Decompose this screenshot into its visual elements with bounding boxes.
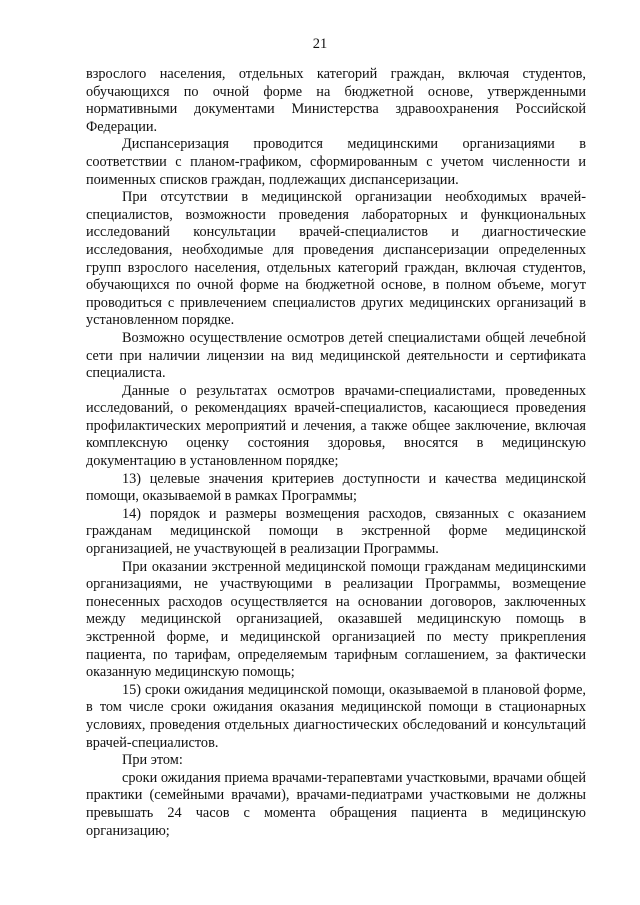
paragraph-2: Диспансеризация проводится медицинскими организациями в соответствии с планом-графиком, сформированным с учетом численности и поименных списков граждан, подлежащих диспансеризации. (86, 136, 586, 188)
paragraph-8: При оказании экстренной медицинской помощи гражданам медицинскими организациями, не участвующими в реализации Программы, возмещение понесенных расходов осуществляется на основании договоров, заключенных между медицинской организацией, оказавшей медицинскую помощь в экстренной форме, и медицинской организацией по месту прикрепления пациента, по тарифам, определяемым тарифным соглашением, за фактически оказанную медицинскую помощь; (86, 558, 586, 681)
paragraph-6: 13) целевые значения критериев доступности и качества медицинской помощи, оказываемой в рамках Программы; (86, 470, 586, 505)
paragraph-5: Данные о результатах осмотров врачами-специалистами, проведенных исследований, о рекомендациях врачей-специалистов, касающиеся проведения профилактических мероприятий и лечения, а также общее заключение, включая комплексную оценку состояния здоровья, вносятся в медицинскую документацию в установленном порядке; (86, 382, 586, 470)
paragraph-4: Возможно осуществление осмотров детей специалистами общей лечебной сети при наличии лицензии на вид медицинской деятельности и сертификата специалиста. (86, 329, 586, 382)
paragraph-9: 15) сроки ожидания медицинской помощи, оказываемой в плановой форме, в том числе сроки ожидания оказания медицинской помощи в стационарных условиях, проведения отдельных диагностических обследований и консультаций врачей-специалистов. (86, 681, 586, 751)
paragraph-3: При отсутствии в медицинской организации необходимых врачей-специалистов, возможности проведения лабораторных и функциональных исследований консультации врачей-специалистов и диагностические исследования, необходимые для проведения диспансеризации определенных групп взрослого населения, отдельных категорий граждан, включая студентов, обучающихся по очной форме на бюджетной основе, в полном объеме, могут проводиться с привлечением специалистов других медицинских организаций в установленном порядке. (86, 189, 586, 329)
paragraph-7: 14) порядок и размеры возмещения расходов, связанных с оказанием гражданам медицинской помощи в экстренной форме медицинской организацией, не участвующей в реализации Программы. (86, 505, 586, 558)
paragraph-10: При этом: (122, 752, 183, 769)
page-number: 21 (312, 36, 328, 52)
document-body (86, 66, 586, 840)
paragraph-11: сроки ожидания приема врачами-терапевтами участковыми, врачами общей практики (семейными врачами), врачами-педиатрами участковыми не должны превышать 24 часов с момента обращения пациента в медицинскую организацию; (86, 769, 586, 839)
paragraph-1: взрослого населения, отдельных категорий граждан, включая студентов, обучающихся по очной форме на бюджетной основе, утвержденными нормативными документами Министерства здравоохранения Российской Федерации. (86, 66, 586, 135)
